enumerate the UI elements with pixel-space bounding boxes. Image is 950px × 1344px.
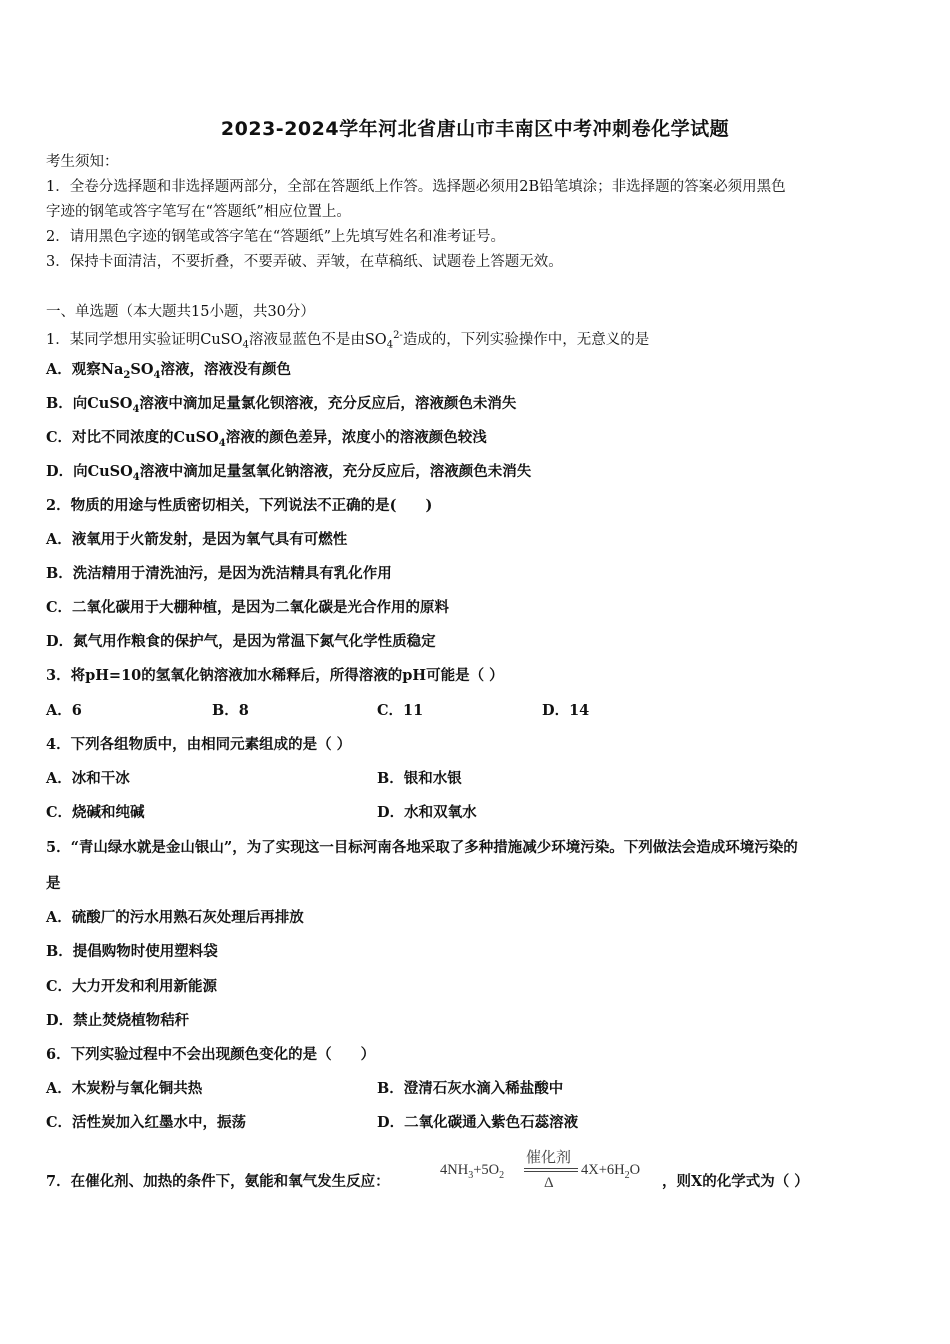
equation-reactants: $4NH_3+5O_2$ bbox=[440, 1162, 505, 1181]
q7-stem-tail: ，则X的化学式为（ ） bbox=[662, 1173, 809, 1190]
q6-stem: 6．下列实验过程中不会出现颜色变化的是（ ） bbox=[46, 1046, 376, 1063]
q1-option-c: C．对比不同浓度的CuSO$_4$溶液的颜色差异，浓度小的溶液颜色较浅 bbox=[46, 429, 487, 449]
notice-line-3: 3．保持卡面清洁，不要折叠，不要弄破、弄皱，在草稿纸、试题卷上答题无效。 bbox=[46, 254, 563, 270]
q1-option-d: D．向CuSO$_4$溶液中滴加足量氢氧化钠溶液，充分反应后，溶液颜色未消失 bbox=[46, 463, 532, 483]
equation-arrow-line bbox=[524, 1168, 578, 1169]
q5-option-a: A．硫酸厂的污水用熟石灰处理后再排放 bbox=[46, 909, 304, 926]
q2-option-a: A．液氧用于火箭发射，是因为氧气具有可燃性 bbox=[46, 531, 348, 548]
q3-option-a: A．6 bbox=[46, 702, 82, 719]
q6-option-d: D．二氧化碳通入紫色石蕊溶液 bbox=[377, 1114, 579, 1131]
q3-stem: 3．将pH=10的氢氧化钠溶液加水稀释后，所得溶液的pH可能是（ ） bbox=[46, 667, 504, 684]
q4-option-c: C．烧碱和纯碱 bbox=[46, 804, 145, 821]
q1-option-a: A．观察$Na_2SO_4$溶液，溶液没有颜色 bbox=[46, 361, 291, 381]
q2-stem: 2．物质的用途与性质密切相关，下列说法不正确的是( ) bbox=[46, 497, 433, 514]
q7-chemical-equation bbox=[440, 1148, 670, 1200]
equation-condition-catalyst: 催化剂 bbox=[526, 1148, 572, 1166]
q5-stem-line1: 5．“青山绿水就是金山银山”，为了实现这一目标河南各地采取了多种措施减少环境污染。下列做法会造成环境污染的 bbox=[46, 839, 798, 856]
q1-stem: 1．某同学想用实验证明CuSO$_4$溶液显蓝色不是由$SO_4^{2-}$造成的，下列实验操作中，无意义的是 bbox=[46, 330, 650, 351]
q2-option-d: D．氮气用作粮食的保护气，是因为常温下氮气化学性质稳定 bbox=[46, 633, 436, 650]
notice-line-1a: 1．全卷分选择题和非选择题两部分，全部在答题纸上作答。选择题必须用2B铅笔填涂；非选择题的答案必须用黑色 bbox=[46, 179, 786, 195]
equation-condition-heat: Δ bbox=[544, 1175, 554, 1191]
q6-option-b: B．澄清石灰水滴入稀盐酸中 bbox=[377, 1080, 564, 1097]
q7-stem: 7．在催化剂、加热的条件下，氨能和氧气发生反应： bbox=[46, 1173, 390, 1190]
notice-heading: 考生须知： bbox=[46, 154, 119, 170]
notice-line-1b: 字迹的钢笔或答字笔写在“答题纸”相应位置上。 bbox=[46, 204, 351, 220]
q3-option-c: C．11 bbox=[377, 702, 424, 719]
q4-option-a: A．冰和干冰 bbox=[46, 770, 130, 787]
notice-line-2: 2．请用黑色字迹的钢笔或答字笔在“答题纸”上先填写姓名和准考证号。 bbox=[46, 229, 506, 245]
q4-stem: 4．下列各组物质中，由相同元素组成的是（ ） bbox=[46, 736, 352, 753]
q4-option-d: D．水和双氧水 bbox=[377, 804, 477, 821]
section-heading: 一、单选题（本大题共15小题，共30分） bbox=[46, 304, 315, 320]
q6-option-c: C．活性炭加入红墨水中，振荡 bbox=[46, 1114, 247, 1131]
q6-option-a: A．木炭粉与氧化铜共热 bbox=[46, 1080, 203, 1097]
q5-option-d: D．禁止焚烧植物秸秆 bbox=[46, 1012, 190, 1029]
q5-option-b: B．提倡购物时使用塑料袋 bbox=[46, 943, 218, 960]
page-title: 2023-2024学年河北省唐山市丰南区中考冲刺卷化学试题 bbox=[220, 118, 730, 140]
equation-products: $4X+6H_2O$ bbox=[581, 1162, 641, 1181]
equation-arrow-line-2 bbox=[524, 1171, 578, 1172]
q5-stem-line2: 是 bbox=[46, 875, 61, 892]
q2-option-c: C．二氧化碳用于大棚种植，是因为二氧化碳是光合作用的原料 bbox=[46, 599, 450, 616]
q3-option-d: D．14 bbox=[542, 702, 590, 719]
q2-option-b: B．洗洁精用于清洗油污，是因为洗洁精具有乳化作用 bbox=[46, 565, 392, 582]
q4-option-b: B．银和水银 bbox=[377, 770, 462, 787]
q3-option-b: B．8 bbox=[212, 702, 249, 719]
q1-option-b: B．向CuSO$_4$溶液中滴加足量氯化钡溶液，充分反应后，溶液颜色未消失 bbox=[46, 395, 517, 415]
q5-option-c: C．大力开发和利用新能源 bbox=[46, 978, 218, 995]
